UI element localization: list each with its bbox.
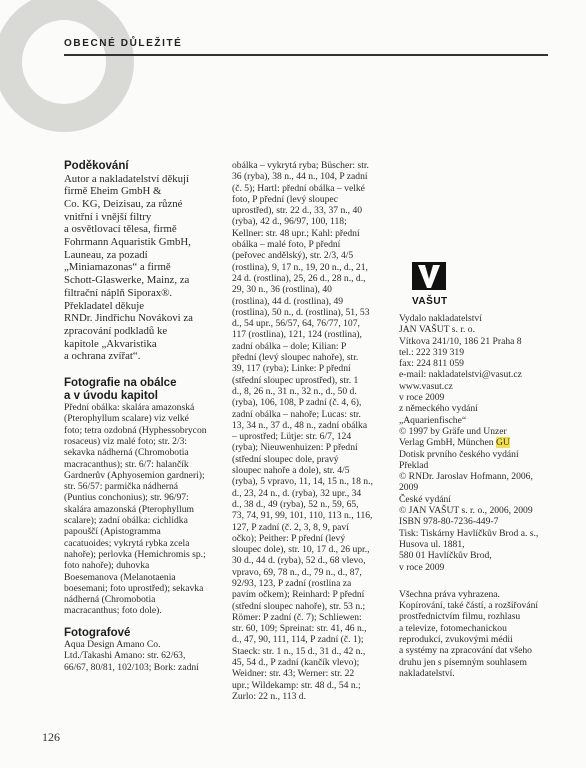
page-number: 126 xyxy=(42,730,60,744)
credit-line: (rostlina), 9, 17 n., 19, 20 n., d., 21, xyxy=(232,261,368,273)
credit-line: Kellner: str. 48 upr.; Kahl: přední xyxy=(232,227,360,239)
credit-line: (ryba), 42 d., 96/97, 100, 118; xyxy=(232,216,347,228)
photographer-line: Ltd./Takashi Amano: str. 62/63, xyxy=(64,650,186,662)
ack-line: Překladatel děkuje xyxy=(64,299,145,312)
credit-line: přední (levý sloupec nahoře), str. xyxy=(232,352,359,364)
publisher-line: v roce 2009 xyxy=(399,392,445,404)
credit-line: obálka – vykrytá ryba; Büscher: str. xyxy=(232,160,369,171)
credit-line: (ryba); Nieuwenhuizen: P přední xyxy=(232,442,358,454)
rights-line: a televize, fotomechanickou xyxy=(399,622,507,634)
ack-line: RNDr. Jindřichu Novákovi za xyxy=(64,312,193,325)
credit-line: očko); Peither: P přední (levý xyxy=(232,532,346,544)
ack-line: Autor a nakladatelství děkují xyxy=(64,172,190,185)
cover-line: scalare); zadní obálka: cichlidka xyxy=(64,515,188,527)
credit-line: vpravo, 69, 78 n., d., 79 n., d., 87, xyxy=(232,566,362,578)
gu-mark: GU xyxy=(496,437,510,449)
ack-line: a ochrana zvířat“. xyxy=(64,350,141,363)
ack-line: Co. KG, Deizisau, za různé xyxy=(64,197,183,210)
rights-line: druhu jen s písemným souhlasem xyxy=(399,656,527,668)
section-title: OBECNÉ DŮLEŽITÉ xyxy=(64,38,183,49)
credit-line: d., 54 upr., 56/57, 64, 76/77, 107, xyxy=(232,318,360,330)
publisher-line: v roce 2009 xyxy=(399,561,445,573)
cover-line: (Puntius conchonius); str. 96/97: xyxy=(64,492,189,504)
header-rule xyxy=(64,54,548,56)
credit-line: d., 38 d., 49 (ryba), 52 n., 59, 65, xyxy=(232,498,359,510)
rights-line: prostřednictvím filmu, rozhlasu xyxy=(399,611,521,623)
right-column xyxy=(399,313,577,679)
ack-line: a osvětlovací tělesa, firmě xyxy=(64,223,177,236)
credit-line: (ryba), 106, 108, P zadní (č. 4, 6), xyxy=(232,397,362,409)
publisher-line: 2009 xyxy=(399,482,419,494)
photographers-text xyxy=(64,639,224,673)
publisher-line: © JAN VAŠUT s. r. o., 2006, 2009 xyxy=(399,505,533,517)
credit-line: upr.; Wildekamp: str. 48 d., 54 n.; xyxy=(232,679,361,691)
credit-line: 39, 117 (ryba); Linke: P přední xyxy=(232,363,351,375)
publisher-line: České vydání xyxy=(399,493,451,505)
cover-line: str. 56/57: parmička nádherná xyxy=(64,481,179,493)
ack-line: zpracování podkladů ke xyxy=(64,324,168,337)
rights-line: nakladatelství. xyxy=(399,667,455,679)
publisher-line: ISBN 978-80-7236-449-7 xyxy=(399,516,499,528)
publisher-line: Dotisk prvního českého vydání xyxy=(399,448,519,460)
credit-line: d., 23, 24 n., d. (ryba), 32 upr., 34 xyxy=(232,487,362,499)
credit-line: obálka – malé foto, P přední xyxy=(232,239,341,251)
credit-line: sloupec dole), str. 10, 17 d., 26 upr., xyxy=(232,544,370,556)
cover-line: Přední obálka: skalára amazonská xyxy=(64,402,195,414)
credit-line: (č. 5); Hartl: přední obálka – velké xyxy=(232,182,365,194)
ack-line: Schott-Glaswerke, Mainz, za xyxy=(64,274,190,287)
credit-line: (peřovec andělský), str. 2/3, 4/5 xyxy=(232,250,354,262)
publisher-line: Tisk: Tiskárny Havlíčkův Brod a. s., xyxy=(399,527,539,539)
ack-line: kapitole „Akvaristika xyxy=(64,337,157,350)
cover-line: skalára amazonská (Pterophyllum xyxy=(64,503,195,515)
cover-line: (Pterophyllum scalare) viz velké xyxy=(64,413,189,425)
cover-line: Boesemanova (Melanotaenia xyxy=(64,571,176,583)
credit-line: pavím očkem); Reinhard: P přední xyxy=(232,589,365,601)
credit-line: sloupec nahoře a dole), str. 4/5 xyxy=(232,465,350,477)
photographer-line: 66/67, 80/81, 102/103; Bork: zadní xyxy=(64,661,199,673)
cover-line: rosaceus) viz malé foto; str. 2/3: xyxy=(64,435,188,447)
ack-line: „Miniamazonas“ a firmě xyxy=(64,261,171,274)
credit-line: 36 (ryba), 38 n., 44 n., 104, P zadní xyxy=(232,171,368,183)
cover-photos-heading: Fotografie na obálce xyxy=(64,377,177,390)
publisher-line: e-mail: nakladatelstvi@vasut.cz xyxy=(399,369,522,381)
credit-line: zadní obálka – nahoře; Lucas: str. xyxy=(232,408,361,420)
publisher-line: tel.: 222 319 319 xyxy=(399,346,465,358)
publisher-line: Verlag GmbH, München xyxy=(399,437,494,449)
rights-line: Kopírování, také částí, a rozšiřování xyxy=(399,600,539,612)
publisher-line: fax: 224 811 059 xyxy=(399,358,464,370)
cover-line: nádherná (Chromobotia xyxy=(64,594,156,606)
credit-line: zadní obálka – dole; Kilian: P xyxy=(232,340,347,352)
credit-line: – uprostřed; Lütje: str. 6/7, 124 xyxy=(232,431,352,443)
cover-line: papouščí (Apistogramma xyxy=(64,526,161,538)
credit-line: d., 47, 90, 111, 114, P zadní (č. 1); xyxy=(232,634,364,646)
credit-line: 127, P zadní (č. 2, 3, 8, 9, paví xyxy=(232,521,349,533)
credit-line: (střední sloupec dole, pravý xyxy=(232,453,339,465)
credit-line: 45, 54 d., P zadní (kančík vlevo); xyxy=(232,657,360,669)
logo-word: VAŠUT xyxy=(412,296,448,307)
credit-line: (ryba), 5 vpravo, 11, 14, 15 n., 18 n., xyxy=(232,476,373,488)
cover-line: macracanthus; foto dole). xyxy=(64,605,162,617)
cover-photos-text xyxy=(64,402,224,617)
cover-line: sekavka nádherná (Chromobotia xyxy=(64,447,189,459)
middle-column xyxy=(232,160,396,702)
ack-line: firmě Eheim GmbH & xyxy=(64,185,162,198)
photographer-line: Aqua Design Amano Co. xyxy=(64,639,161,651)
cover-line: cacatuoides; vykrytá rybka zcela xyxy=(64,537,190,549)
credit-line: (střední sloupec uprostřed), str. 1 xyxy=(232,374,359,386)
credit-line: Weidner: str. 43; Werner: str. 22 xyxy=(232,668,355,680)
rights-line: reprodukcí, zvukovými médii xyxy=(399,634,513,646)
credit-line: (střední sloupec nahoře), str. 53 n.; xyxy=(232,600,366,612)
publisher-line: © RNDr. Jaroslav Hofmann, 2006, xyxy=(399,471,533,483)
rights-line: a systémy na zpracování dat všeho xyxy=(399,645,532,657)
credit-line: uprostřed), str. 22 d., 33, 37 n., 40 xyxy=(232,205,363,217)
publisher-line: JAN VAŠUT s. r. o. xyxy=(399,324,475,336)
credit-line: 30 d., 44 d. (ryba), 52 d., 68 vlevo, xyxy=(232,555,366,567)
credit-line: foto, P přední (levý sloupec xyxy=(232,193,338,205)
rights-line: Všechna práva vyhrazena. xyxy=(399,588,500,600)
cover-line: Gardnerův (Aphyosemion gardneri); xyxy=(64,469,205,481)
publisher-logo xyxy=(412,262,446,307)
cover-line: nahoře); perlovka (Hemichromis sp.; xyxy=(64,548,206,560)
publisher-line: z německého vydání xyxy=(399,403,478,415)
cover-line: foto; tetra ozdobná (Hyphessobrycon xyxy=(64,424,207,436)
cover-line: macracanthus); str. 6/7: halančík xyxy=(64,458,189,470)
credit-line: 117 (rostlina), 121, 124 (rostlina), xyxy=(232,329,362,341)
publisher-line: 580 01 Havlíčkův Brod, xyxy=(399,550,492,562)
cover-line: foto nahoře); duhovka xyxy=(64,560,150,572)
credit-line: 73, 74, 91, 99, 101, 110, 113 n., 116, xyxy=(232,510,373,522)
credit-line: (rostlina), 44 d. (rostlina), 49 xyxy=(232,295,344,307)
credit-line: Zurlo: 22 n., 113 d. xyxy=(232,690,306,702)
publisher-line: „Aquarienfische“ xyxy=(399,414,467,426)
publisher-line: Husova ul. 1881, xyxy=(399,538,465,550)
credit-line: 24 d. (rostlina), 25, 26 d., 28 n., d., xyxy=(232,272,366,284)
publisher-line: © 1997 by Gräfe und Unzer xyxy=(399,425,507,437)
acknowledgements-text xyxy=(64,173,224,364)
credit-line: 29, 30 n., 36 (rostlina), 40 xyxy=(232,284,332,296)
publisher-line-gu xyxy=(399,437,577,448)
cover-photos-heading-2: a v úvodu kapitol xyxy=(64,389,158,402)
publisher-line: Vydalo nakladatelství xyxy=(399,313,482,324)
credit-line: 92/93, 123, P zadní (rostlina za xyxy=(232,577,352,589)
photographers-heading: Fotografové xyxy=(64,626,131,639)
v-logo-icon xyxy=(412,262,446,290)
cover-line: boesemani; foto uprostřed); sekavka xyxy=(64,582,204,594)
credit-line: d., 8, 26 n., 31 n., 32 n., d., 50 d. xyxy=(232,385,357,397)
publisher-line: Překlad xyxy=(399,459,429,471)
credit-line: Staeck: str. 1 n., 15 d., 31 d., 42 n., xyxy=(232,645,366,657)
publisher-line: www.vasut.cz xyxy=(399,380,453,392)
left-column xyxy=(64,160,224,673)
credit-line: (rostlina), 50 n., d. (rostlina), 51, 53 xyxy=(232,306,370,318)
acknowledgements-heading: Poděkování xyxy=(64,160,129,172)
ack-line: Fohrmann Aquaristik GmbH, xyxy=(64,236,191,249)
credit-line: str. 60, 109; Spreinat: str. 41, 46 n., xyxy=(232,623,367,635)
ack-line: vnitřní i vnější filtry xyxy=(64,210,152,223)
ack-line: Launeau, za pozadí xyxy=(64,248,148,261)
decorative-ring xyxy=(0,0,134,132)
credit-line: Römer: P zadní (č. 7); Schliewen: xyxy=(232,611,362,623)
credit-line: 13, 34 n., 37 d., 48 n., zadní obálka xyxy=(232,419,368,431)
ack-line: filtrační náplň Siporax®. xyxy=(64,286,173,299)
publisher-line: Vítkova 241/10, 186 21 Praha 8 xyxy=(399,335,522,347)
